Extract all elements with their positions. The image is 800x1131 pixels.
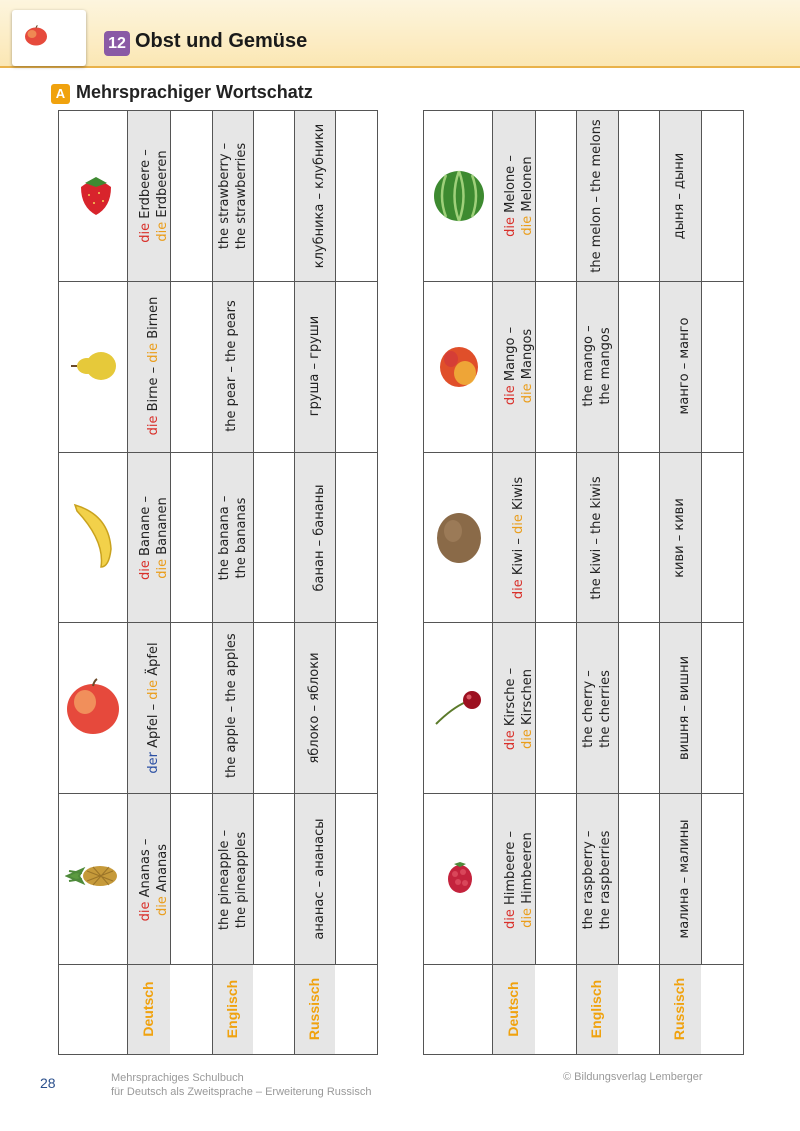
label-englisch: Englisch: [224, 979, 240, 1039]
section-badge: A: [51, 84, 70, 104]
en-ananas: the pineapple – the pineapples: [217, 829, 249, 931]
raspberry-icon: [444, 858, 476, 896]
chapter-thumbnail: [12, 10, 86, 66]
ru-kiwi: киви – киви: [672, 498, 687, 578]
ru-himbeere: малина – малины: [677, 819, 692, 939]
ru-ananas: ананас – ананасы: [312, 818, 327, 940]
de-himbeere: die Himbeere – die Himbeeren: [503, 831, 535, 929]
label-englisch: Englisch: [588, 979, 604, 1039]
label-deutsch: Deutsch: [140, 981, 156, 1037]
en-birne: the pear – the pears: [224, 300, 239, 432]
chapter-number-badge: 12: [104, 31, 130, 56]
ru-banane: банан – бананы: [312, 484, 327, 592]
copyright: © Bildungsverlag Lemberger: [563, 1071, 703, 1083]
en-apfel: the apple – the apples: [224, 633, 239, 778]
page-number: 28: [40, 1075, 56, 1091]
apple-icon: [65, 678, 121, 736]
en-erdbeere: the strawberry – the strawberries: [217, 142, 249, 250]
vocabulary-table-1: [58, 110, 378, 1055]
vocabulary-table-2: [423, 110, 744, 1055]
book-title: Mehrsprachiges Schulbuch für Deutsch als Zweitsprache – Erweiterung Russisch: [111, 1072, 372, 1098]
en-himbeere: the raspberry – the raspberries: [581, 830, 613, 930]
ru-birne: груша – груши: [307, 315, 322, 417]
label-russisch: Russisch: [306, 977, 322, 1041]
kiwi-icon: [435, 511, 483, 565]
ru-kirsche: вишня – вишни: [677, 655, 692, 761]
ru-melone: дыня – дыни: [672, 152, 687, 240]
pear-icon: [69, 349, 119, 383]
en-melone: the melon – the melons: [589, 119, 604, 273]
chapter-title: Obst und Gemüse: [135, 30, 308, 52]
de-apfel: der Apfel – die Äpfel: [146, 642, 161, 774]
ru-erdbeere: клубника – клубники: [312, 123, 327, 269]
de-melone: die Melone – die Melonen: [503, 155, 535, 237]
melon-icon: [432, 169, 486, 223]
banana-icon: [71, 501, 117, 571]
cherry-icon: [432, 688, 484, 728]
mango-icon: [437, 343, 481, 389]
strawberry-icon: [77, 173, 115, 217]
de-banane: die Banane – die Bananen: [138, 496, 170, 580]
label-deutsch: Deutsch: [505, 981, 521, 1037]
en-mango: the mango – the mangos: [581, 325, 613, 407]
de-ananas: die Ananas – die Ananas: [138, 838, 170, 922]
section-title: Mehrsprachiger Wortschatz: [76, 82, 313, 102]
ru-mango: манго – манго: [677, 317, 692, 415]
de-kiwi: die Kiwi – die Kiwis: [511, 476, 526, 600]
apple-icon: [23, 16, 49, 54]
de-mango: die Mango – die Mangos: [503, 326, 535, 406]
en-kiwi: the kiwi – the kiwis: [589, 476, 604, 600]
de-erdbeere: die Erdbeere – die Erdbeeren: [138, 149, 170, 243]
label-russisch: Russisch: [671, 977, 687, 1041]
de-birne: die Birne – die Birnen: [146, 296, 161, 436]
ru-apfel: яблоко – яблоки: [307, 652, 322, 764]
pineapple-icon: [65, 861, 121, 891]
en-kirsche: the cherry – the cherries: [581, 670, 613, 748]
de-kirsche: die Kirsche – die Kirschen: [503, 667, 535, 751]
en-banane: the banana – the bananas: [217, 495, 249, 581]
